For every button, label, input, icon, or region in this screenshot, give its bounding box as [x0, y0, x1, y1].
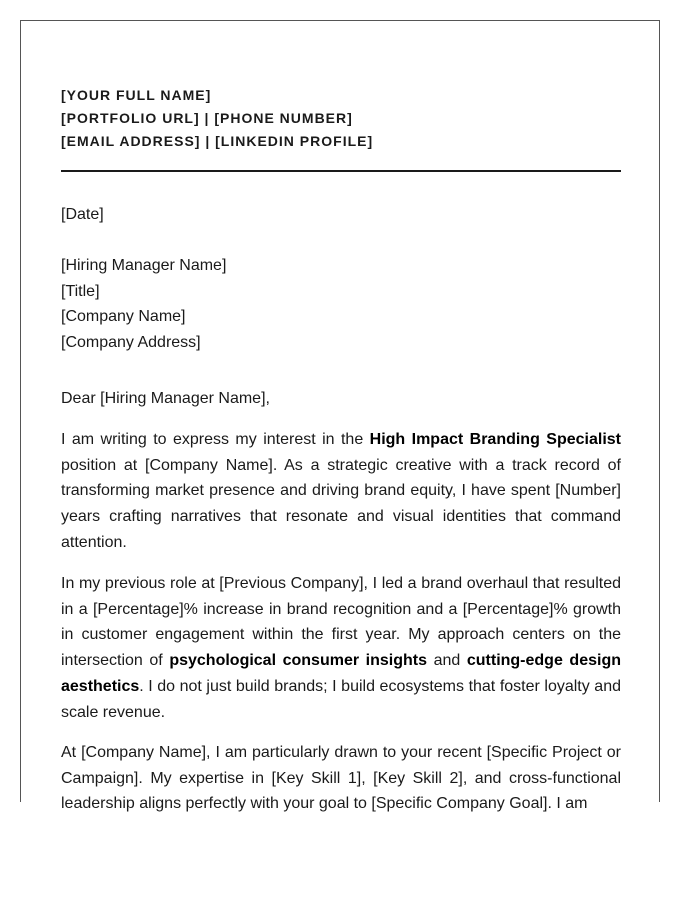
- p2-bold-design: cutting-edge design aesthetics: [61, 652, 621, 695]
- header-full-name: [YOUR FULL NAME]: [61, 87, 212, 103]
- p2-bold-insights: psychological consumer insights: [169, 652, 427, 670]
- p2-text-part2: and: [427, 652, 467, 670]
- recipient-title: [Title]: [61, 282, 100, 300]
- p1-text-before-role: I am writing to express my interest in the: [61, 431, 370, 448]
- p1-role-title: High Impact Branding Specialist: [369, 431, 621, 448]
- contact-header: [61, 84, 621, 153]
- header-email-linkedin: [EMAIL ADDRESS] | [LINKEDIN PROFILE]: [61, 133, 374, 149]
- recipient-name: [Hiring Manager Name]: [61, 257, 227, 274]
- recipient-company: [Company Name]: [61, 308, 186, 326]
- body-paragraph-3: At [Company Name], I am particularly drawn to your recent [Specific Project or Campaign]. My expertise in [Key Skill 1], [Key Skill 2], and cross-functional leadership aligns perfectly with your goal to [Specific Company Goal]. I am: [61, 744, 621, 813]
- letter-date: [Date]: [61, 206, 104, 223]
- header-portfolio-phone: [PORTFOLIO URL] | [PHONE NUMBER]: [61, 110, 353, 126]
- p1-text-after-role: position at [Company Name]. As a strategic creative with a track record of transforming market presence and driving brand equity, I have spent [Number] years crafting narratives that resonate and visual identities that command attention.: [61, 456, 621, 551]
- recipient-address: [Company Address]: [61, 334, 201, 352]
- p2-text-part1: In my previous role at [Previous Company], I led a brand overhaul that resulted in a [Percentage]% increase in brand recognition and a [Percentage]% growth in customer engagement within the first year. My approach centers on the intersection of: [61, 575, 621, 670]
- body-paragraph-2: [61, 571, 621, 725]
- salutation: Dear [Hiring Manager Name],: [61, 390, 270, 407]
- p2-text-part3: . I do not just build brands; I build ecosystems that foster loyalty and scale revenue.: [61, 677, 621, 721]
- recipient-block: [61, 253, 621, 356]
- body-paragraph-1: [61, 427, 621, 556]
- letter-page: [20, 20, 660, 813]
- header-divider: [61, 170, 621, 172]
